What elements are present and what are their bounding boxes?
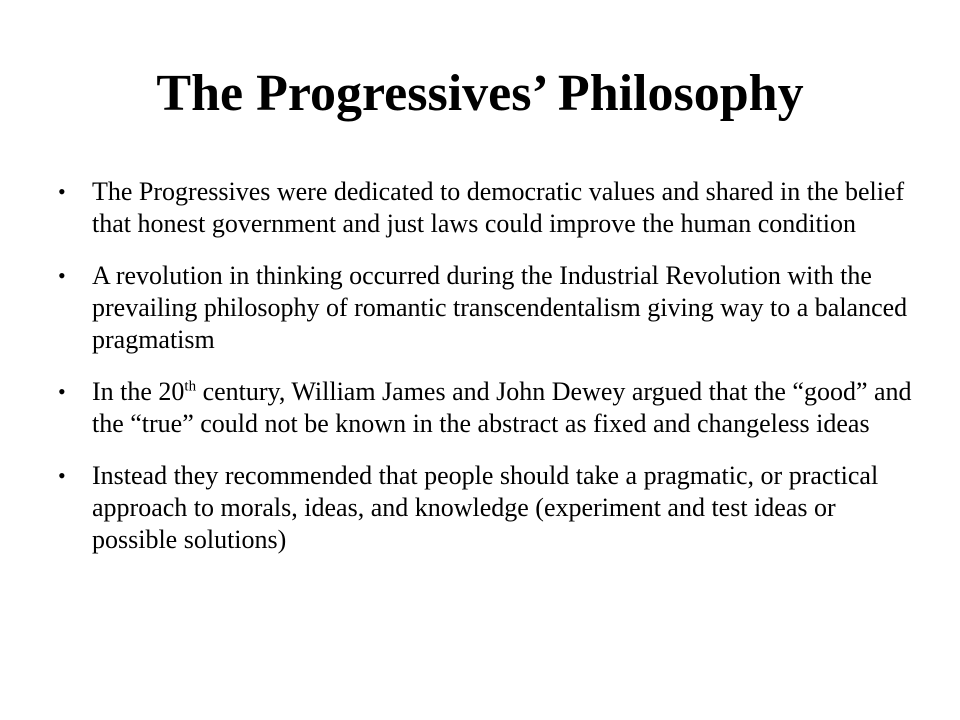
- bullet-icon: •: [58, 179, 66, 204]
- bullet-item: [58, 376, 918, 440]
- bullet-item: [58, 460, 918, 556]
- bullet-text: A revolution in thinking occurred during the Industrial Revolution with the prevailing philosophy of romantic transcendentalism giving way to a balanced pragmatism: [92, 261, 908, 354]
- bullet-icon: •: [58, 463, 66, 488]
- ordinal-superscript: th: [184, 378, 197, 395]
- bullet-text-end: century, William James and John Dewey argued that the “good” and the “true” could not be known in the abstract as fixed and changeless ideas: [92, 377, 912, 438]
- bullet-text-start: In the 20: [92, 377, 185, 406]
- bullet-text: [92, 377, 912, 438]
- bullet-text: The Progressives were dedicated to democratic values and shared in the belief that honest government and just laws could improve the human condition: [92, 177, 905, 238]
- bullet-icon: •: [58, 379, 66, 404]
- bullet-list: [58, 176, 918, 576]
- slide-title: The Progressives’ Philosophy: [156, 65, 804, 122]
- bullet-item: [58, 260, 918, 356]
- bullet-text: Instead they recommended that people should take a pragmatic, or practical approach to morals, ideas, and knowledge (experiment and test ideas or possible solutions): [92, 461, 879, 554]
- bullet-icon: •: [58, 263, 66, 288]
- bullet-item: [58, 176, 918, 240]
